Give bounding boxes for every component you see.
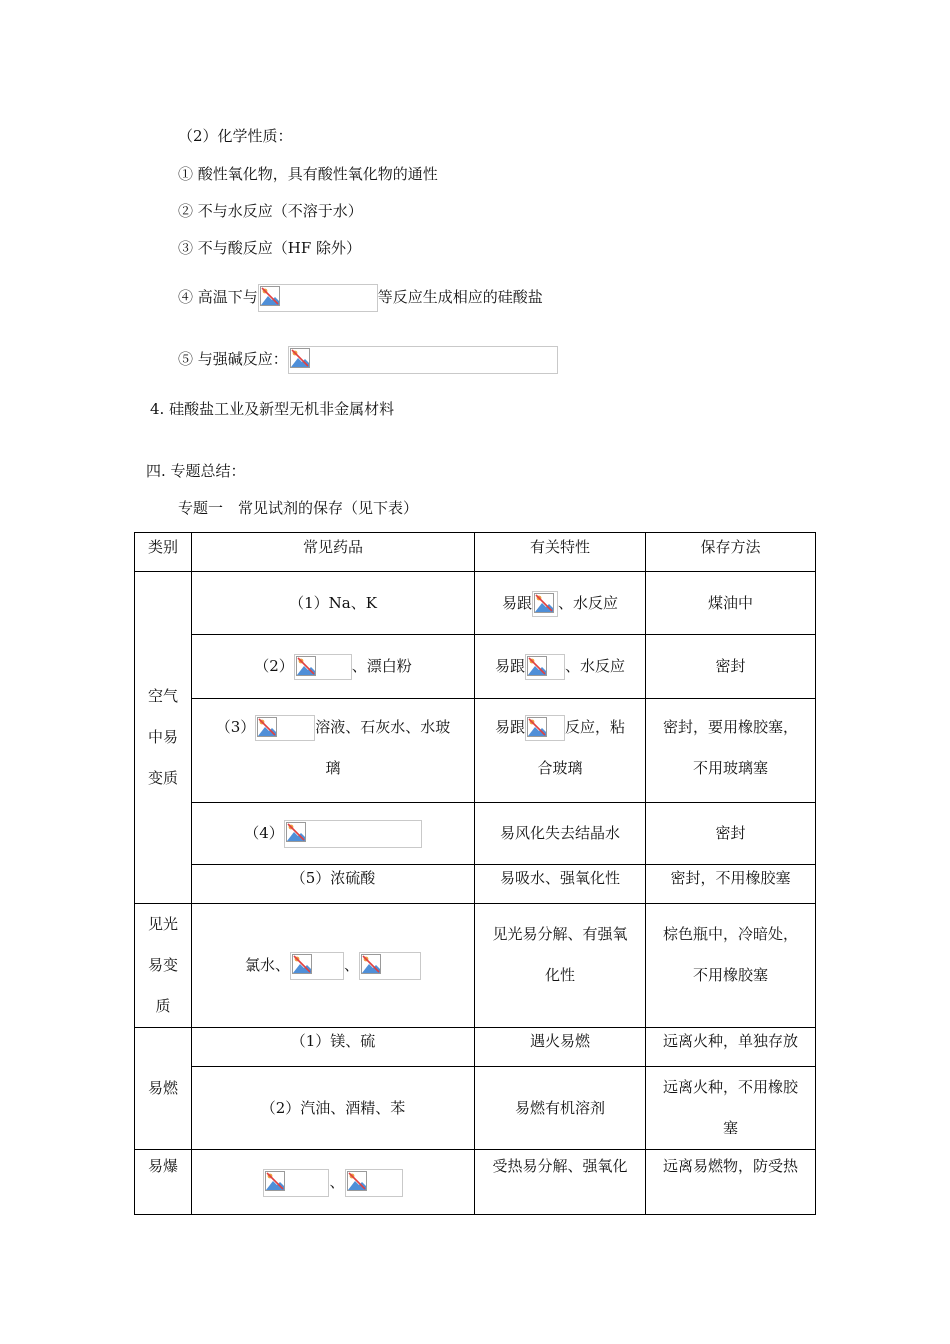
storage-cell: 远离火种，单独存放 (646, 1028, 816, 1067)
property-cell: 易燃有机溶剂 (475, 1067, 646, 1150)
header-category: 类别 (135, 533, 192, 572)
broken-image-icon (284, 820, 422, 848)
property-text: 、水反应 (565, 657, 626, 675)
drug-text: （4） (244, 824, 284, 842)
property-text: 易跟 (494, 718, 525, 736)
drug-cell (192, 699, 475, 803)
drug-line: 璃 (325, 759, 341, 777)
category-air-line: 变质 (147, 769, 178, 787)
broken-image-icon (290, 952, 344, 980)
property-item-5-text: ⑤ 与强碱反应： (178, 350, 288, 368)
table-row (135, 1150, 816, 1215)
property-cell (475, 572, 646, 635)
broken-image-icon (525, 654, 565, 680)
drug-text: （3） (215, 718, 256, 736)
drug-text: 氯水、 (244, 956, 290, 974)
broken-image-icon (288, 346, 558, 374)
property-text: 反应，粘 (565, 718, 626, 736)
topic-1-heading: 专题一 常见试剂的保存（见下表） (178, 499, 419, 517)
property-cell (475, 904, 646, 1028)
property-line: 合玻璃 (537, 759, 583, 777)
category-light-cell (135, 904, 192, 1028)
storage-line: 不用玻璃塞 (692, 759, 768, 777)
category-air-line: 中易 (147, 728, 178, 746)
property-item-2: ② 不与水反应（不溶于水） (178, 202, 363, 220)
drug-text: 溶液、石灰水、水玻 (315, 718, 451, 736)
property-cell: 遇火易燃 (475, 1028, 646, 1067)
category-light-line: 易变 (147, 956, 178, 974)
table-row (135, 904, 816, 1028)
property-item-4 (178, 284, 543, 312)
section-4-heading: 4. 硅酸盐工业及新型无机非金属材料 (150, 400, 395, 418)
broken-image-icon (294, 654, 352, 680)
storage-cell: 密封，不用橡胶塞 (646, 865, 816, 904)
drug-text: 、 (329, 1172, 345, 1191)
category-air-line: 空气 (147, 687, 178, 705)
broken-image-icon (525, 715, 565, 741)
reagent-storage-table (134, 532, 816, 1215)
table-row (135, 1067, 816, 1150)
property-cell (475, 699, 646, 803)
drug-text: （2） (254, 657, 294, 675)
property-line (479, 707, 641, 748)
property-item-4-text-before: ④ 高温下与 (178, 288, 258, 306)
property-text: 易跟 (494, 657, 525, 675)
property-line: 见光易分解、有强氧 (492, 925, 628, 943)
property-item-3: ③ 不与酸反应（HF 除外） (178, 239, 362, 257)
drug-cell: （1）Na、K (192, 572, 475, 635)
broken-image-icon (532, 591, 558, 617)
storage-line: 密封，要用橡胶塞， (662, 718, 798, 736)
property-cell: 易风化失去结晶水 (475, 803, 646, 865)
storage-cell: 煤油中 (646, 572, 816, 635)
drug-cell (192, 803, 475, 865)
property-item-4-text-after: 等反应生成相应的硅酸盐 (377, 288, 543, 306)
drug-cell (192, 1150, 475, 1215)
chem-properties-heading: （2）化学性质： (178, 127, 293, 145)
broken-image-icon (359, 952, 421, 980)
property-text: 、水反应 (558, 593, 619, 612)
property-cell: 易吸水、强氧化性 (475, 865, 646, 904)
category-explosive-cell: 易爆 (135, 1150, 192, 1215)
storage-line: 远离火种，不用橡胶 (662, 1078, 798, 1096)
header-storage: 保存方法 (646, 533, 816, 572)
drug-text: 、 (344, 956, 360, 974)
drug-cell: （1）镁、硫 (192, 1028, 475, 1067)
storage-line: 棕色瓶中，冷暗处， (662, 925, 798, 943)
category-light-line: 见光 (147, 915, 178, 933)
drug-text: 、漂白粉 (351, 657, 412, 675)
storage-line: 不用橡胶塞 (692, 966, 768, 984)
broken-image-icon (345, 1169, 403, 1197)
table-row (135, 699, 816, 803)
drug-line (196, 707, 470, 748)
storage-cell (646, 699, 816, 803)
drug-cell (192, 904, 475, 1028)
table-row (135, 803, 816, 865)
header-property: 有关特性 (475, 533, 646, 572)
drug-cell (192, 635, 475, 699)
storage-line: 塞 (722, 1119, 738, 1137)
drug-cell: （5）浓硫酸 (192, 865, 475, 904)
property-line: 化性 (544, 966, 575, 984)
storage-cell: 密封 (646, 635, 816, 699)
category-flammable-cell: 易燃 (135, 1028, 192, 1150)
category-light-line: 质 (155, 997, 171, 1015)
header-drug: 常见药品 (192, 533, 475, 572)
storage-cell: 密封 (646, 803, 816, 865)
property-cell: 受热易分解、强氧化 (475, 1150, 646, 1215)
property-item-5 (178, 346, 558, 374)
broken-image-icon (263, 1169, 329, 1197)
summary-heading: 四. 专题总结： (146, 462, 246, 480)
table-row (135, 572, 816, 635)
property-cell (475, 635, 646, 699)
property-text: 易跟 (501, 593, 532, 612)
broken-image-icon (258, 284, 378, 312)
broken-image-icon (255, 715, 315, 741)
table-row (135, 635, 816, 699)
storage-cell: 远离易燃物，防受热 (646, 1150, 816, 1215)
property-item-1: ① 酸性氧化物，具有酸性氧化物的通性 (178, 165, 438, 183)
category-air-cell (135, 572, 192, 904)
table-header-row (135, 533, 816, 572)
table-row (135, 1028, 816, 1067)
drug-cell: （2）汽油、酒精、苯 (192, 1067, 475, 1150)
table-row (135, 865, 816, 904)
storage-cell (646, 904, 816, 1028)
storage-cell (646, 1067, 816, 1150)
